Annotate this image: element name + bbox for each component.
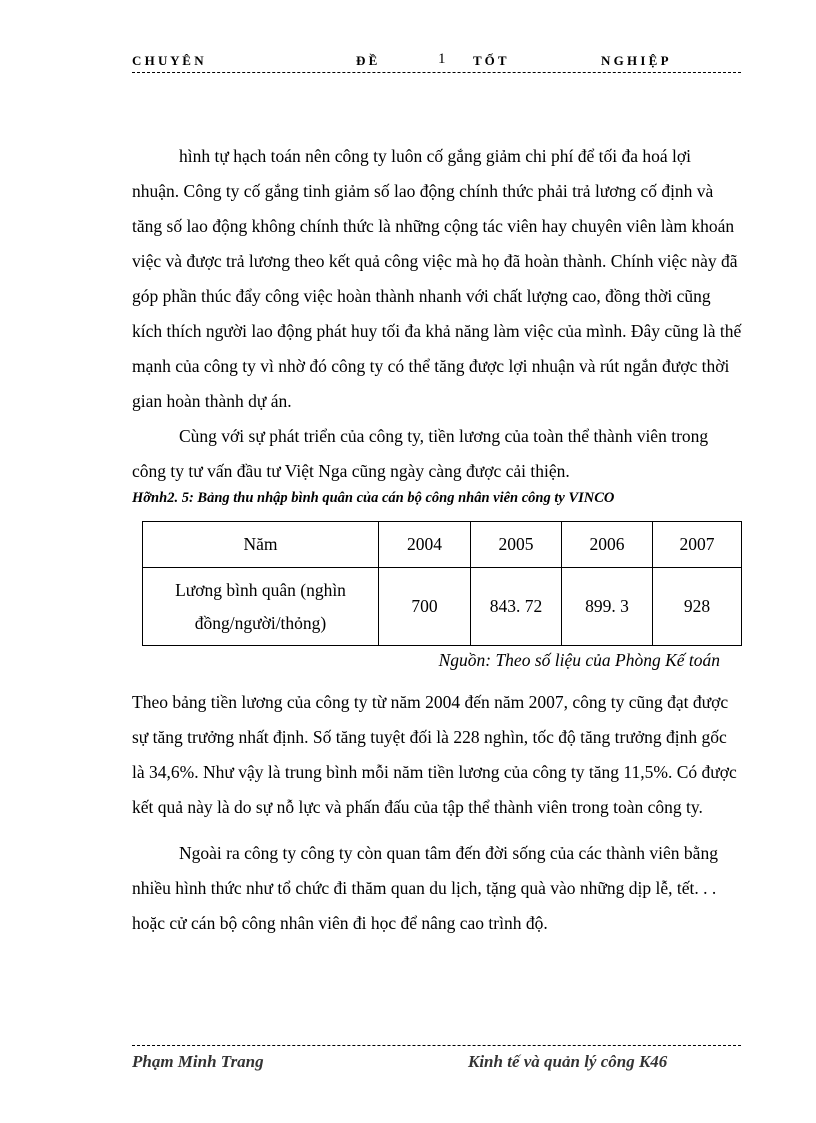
paragraph-continuation: hình tự hạch toán nên công ty luôn cố gắng giảm chi phí để tối đa hoá lợi nhuận. Công ty cố gắng tinh giảm số lao động chính thức phải trả lương cố định và tăng số lao động không chính thức là những cộng tác viên hay chuyên viên làm khoán việc và được trả lương theo kết quả công việc mà họ đã hoàn thành. Chính việc này đã góp phần thúc đẩy công việc hoàn thành nhanh với chất lượng cao, đồng thời cũng kích thích người lao động phát huy tối đa khả năng làm việc của mình. Đây cũng là thế mạnh của công ty vì nhờ đó công ty có thể tăng được lợi nhuận và rút ngắn được thời gian hoàn thành dự án. [132,146,742,411]
header-word-chuyen: C H U Y Ê N [132,53,204,68]
paragraph-salary-intro: Cùng với sự phát triển của công ty, tiền lương của toàn thể thành viên trong công ty tư vấn đầu tư Việt Nga cũng ngày càng được cải thiện. [132,426,709,481]
table-source: Nguồn: Theo số liệu của Phòng Kế toán [438,650,720,670]
header-word-tot: T Ố T [473,53,507,68]
table-cell: 700 [379,568,471,646]
page-header [132,50,741,73]
paragraph-welfare: Ngoài ra công ty công ty còn quan tâm đến đời sống của các thành viên bằng nhiều hình thức như tổ chức đi thăm quan du lịch, tặng quà vào những dịp lễ, tết. . . hoặc cử cán bộ công nhân viên đi học để nâng cao trình độ. [132,843,718,933]
page-number: 1 [438,51,446,67]
header-word-de: Đ Ề [356,53,378,68]
table-header-cell: 2005 [471,522,562,568]
table-cell: 843. 72 [471,568,562,646]
footer-author: Phạm Minh Trang [132,1052,264,1071]
body-text-top [132,139,742,489]
table-row-label: Lương bình quân (nghìn đồng/người/thỏng) [143,568,379,646]
table-header-cell: 2004 [379,522,471,568]
figure-caption: Hỡnh2. 5: Bảng thu nhập bình quân của cán bộ công nhân viên công ty VINCO [132,490,615,506]
table-row [143,568,742,646]
paragraph-analysis: Theo bảng tiền lương của công ty từ năm 2004 đến năm 2007, công ty cũng đạt được sự tăng trưởng nhất định. Số tăng tuyệt đối là 228 nghìn, tốc độ tăng trưởng định gốc là 34,6%. Như vậy là trung bình mỗi năm tiền lương của công ty tăng 11,5%. Có được kết quả này là do sự nỗ lực và phấn đấu của tập thể thành viên trong toàn công ty. [132,692,737,817]
table-header-cell: 2006 [562,522,653,568]
table-header-row [143,522,742,568]
table-header-cell: 2007 [653,522,742,568]
table-cell: 899. 3 [562,568,653,646]
table-header-cell: Năm [143,522,379,568]
footer-divider [132,1045,741,1046]
body-text-bottom [132,685,742,941]
table-cell: 928 [653,568,742,646]
header-word-nghiep: N G H I Ệ P [601,53,669,68]
footer-class: Kinh tế và quản lý công K46 [468,1052,668,1071]
income-table [142,521,742,646]
